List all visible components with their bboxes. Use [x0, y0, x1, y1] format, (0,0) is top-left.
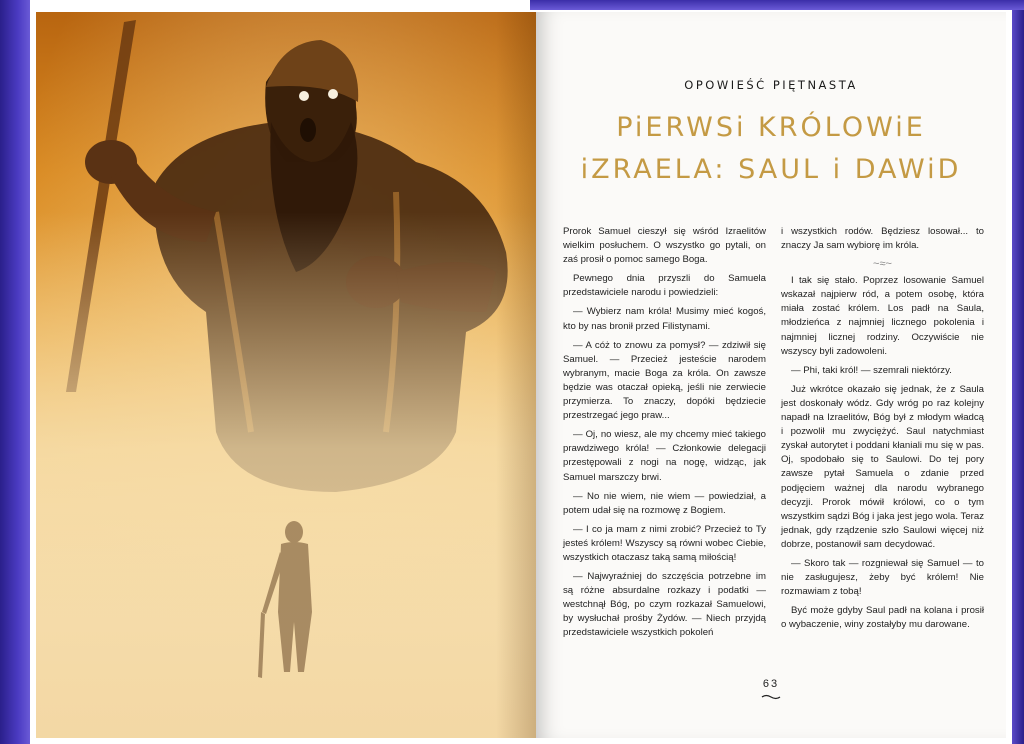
- paragraph: — A cóż to znowu za pomysł? — zdziwił się Samuel. — Przecież jesteście narodem wybranym, macie Boga za króla. On zawsze będzie was otaczał opieką, jeśli nie zerwiecie przymierza. To znaczy, dopóki będziecie przestrzegać jego praw...: [563, 339, 766, 422]
- chapter-title-line-2: iZRAELA: SAUL i DAWiD: [580, 154, 962, 185]
- section-divider-ornament: ~≈~: [873, 258, 892, 271]
- paragraph: — Oj, no wiesz, ale my chcemy mieć takiego prawdziwego króla! — Członkowie delegacji przestępowali z nogi na nogę, widząc, jak Samuel marszczy brwi.: [563, 429, 766, 483]
- paragraph: Pewnego dnia przyszli do Samuela przedstawiciele narodu i powiedzieli:: [563, 273, 766, 299]
- paragraph: — Phi, taki król! — szemrali niektórzy.: [791, 364, 952, 376]
- paragraph: — Skoro tak — rozgniewał się Samuel — to nie zasługujesz, żeby być królem! Nie rozmawiam z tobą!: [781, 557, 984, 598]
- page-number-ornament-icon: [761, 693, 781, 701]
- paragraph: Być może gdyby Saul padł na kolana i prosił o wybaczenie, winy zostałyby mu darowane.: [781, 605, 984, 631]
- paragraph: — No nie wiem, nie wiem — powiedział, a potem udał się na rozmowę z Bogiem.: [563, 490, 766, 516]
- left-page-illustration: [36, 12, 536, 738]
- page-number: 63: [762, 678, 780, 690]
- paragraph: Prorok Samuel cieszył się wśród Izraelitów wielkim posłuchem. O wszystko go pytali, on zaś prosił o pomoc samego Boga.: [563, 226, 766, 266]
- chapter-title-line-1: PiERWSi KRÓLOWiE: [616, 112, 926, 143]
- text-column-right: [781, 225, 984, 637]
- giant-warrior-illustration: [36, 12, 536, 738]
- paragraph: — I co ja mam z nimi zrobić? Przecież to Ty jesteś królem! Wszyscy są równi wobec Ciebie, wszystkich otaczasz taką samą miłością!: [563, 523, 766, 563]
- open-book: [22, 8, 1014, 736]
- paragraph: — Wybierz nam króla! Musimy mieć kogoś, kto by nas bronił przed Filistynami.: [563, 306, 766, 332]
- chapter-label: OPOWIEŚĆ PIĘTNASTA: [684, 78, 858, 92]
- paragraph: i wszystkich rodów. Będziesz losował... to znaczy Ja sam wybiorę im króla.: [781, 226, 984, 252]
- paragraph: Już wkrótce okazało się jednak, że z Saula jest doskonały wódz. Gdy wróg po raz kolejny napadł na Izraelitów, Bóg był z młodym władcą i pozwolił mu zwyciężyć. Saul natychmiast zyskał autorytet i poddani kłaniali mu się w pas. Oj, spodobało się to Saulowi. Do tej pory zawsze pytał Samuela o zdanie przed podjęciem ważnej dla narodu wybranego decyzji. Prorok mówił królowi, co o tym wszystkim sądzi Bóg i jaka jest jego wola. Teraz jednak, gdy rządzenie szło Saulowi więcej niż dobrze, postanowił sam decydować.: [781, 383, 984, 550]
- paragraph: I tak się stało. Poprzez losowanie Samuel wskazał najpierw ród, a potem osobę, która miała zostać królem. Los padł na Saula, młodzieńca z najmniej licznego pokolenia i najmniej licznej rodziny. Oczywiście nie wszyscy byli zadowoleni.: [781, 275, 984, 357]
- right-page: [536, 12, 1006, 738]
- text-column-left: [563, 225, 766, 646]
- paragraph: — Najwyraźniej do szczęścia potrzebne im są różne absurdalne rozkazy i podatki — westchnął Bóg, po czym rozkazał Samuelowi, by wysłuchał prośby Żydów. — Niech przyjdą przedstawiciele wszystkich pokoleń: [563, 571, 766, 639]
